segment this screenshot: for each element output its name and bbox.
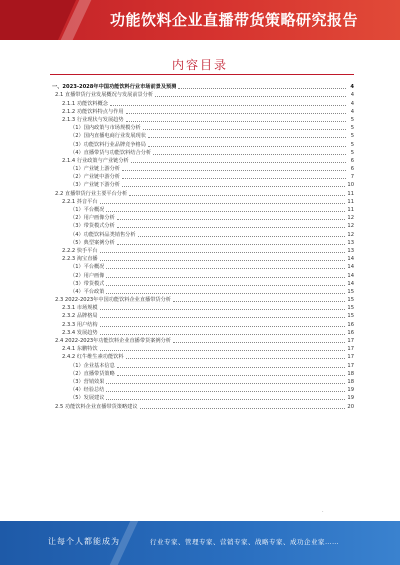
- toc-leader-dots: [173, 342, 345, 343]
- footer-banner: [0, 521, 400, 565]
- toc-entry-page: 15: [347, 288, 354, 295]
- toc-entry-page: 16: [347, 321, 354, 328]
- footer-roles: 行业专家、管理专家、营销专家、战略专家、成功企业家……: [150, 538, 339, 546]
- toc-entry-page: 6: [350, 157, 354, 164]
- toc-leader-dots: [148, 146, 346, 147]
- toc-entry[interactable]: [52, 312, 354, 320]
- toc-entry-title: 2.1.1 功能饮料概念: [62, 100, 108, 107]
- toc-leader-dots: [106, 383, 345, 384]
- toc-entry[interactable]: [52, 361, 354, 369]
- toc-entry-page: 14: [347, 264, 354, 271]
- toc-entry-page: 17: [347, 338, 354, 344]
- toc-entry[interactable]: [52, 157, 354, 165]
- toc-leader-dots: [106, 391, 345, 392]
- toc-leader-dots: [106, 268, 345, 269]
- toc-entry-page: 5: [350, 141, 354, 148]
- toc-leader-dots: [148, 137, 346, 138]
- toc-entry[interactable]: [52, 304, 354, 312]
- toc-entry-title: （3）带货模式: [70, 280, 105, 287]
- toc-entry-page: 20: [347, 403, 354, 410]
- toc-leader-dots: [100, 309, 346, 310]
- toc-entry-title: （4）功能饮料品类销售分析: [70, 231, 136, 238]
- toc-entry[interactable]: [52, 108, 354, 116]
- toc-entry-title: 2.1 直播带货行业发展概况与发展前景分析: [55, 92, 154, 99]
- toc-entry-title: （2）直播带货策略: [70, 370, 115, 377]
- toc-leader-dots: [140, 408, 346, 409]
- toc-leader-dots: [117, 375, 346, 376]
- toc-entry-page: 14: [347, 280, 354, 287]
- toc-entry-title: （4）经验总结: [70, 387, 105, 394]
- toc-entry[interactable]: [52, 222, 354, 230]
- toc-entry[interactable]: [52, 91, 354, 99]
- toc-entry[interactable]: [52, 99, 354, 107]
- toc-entry[interactable]: [52, 189, 354, 197]
- toc-leader-dots: [117, 367, 346, 368]
- toc-entry[interactable]: [52, 271, 354, 279]
- toc-entry[interactable]: [52, 181, 354, 189]
- toc-leader-dots: [126, 113, 346, 114]
- toc-entry-page: 14: [347, 272, 354, 279]
- toc-entry[interactable]: [52, 230, 354, 238]
- toc-entry-title: 2.4.2 红牛维生素功能饮料: [62, 354, 124, 361]
- toc-entry-title: （2）用户画像分析: [70, 215, 115, 222]
- toc-leader-dots: [126, 121, 346, 122]
- toc-entry[interactable]: [52, 296, 354, 304]
- toc-leader-dots: [122, 186, 345, 187]
- toc-entry-title: 2.3.2 品牌格局: [62, 313, 98, 320]
- toc-entry-title: 2.2.1 抖音平台: [62, 198, 98, 205]
- toc-entry-title: （1）平台概况: [70, 264, 105, 271]
- toc-entry[interactable]: [52, 198, 354, 206]
- toc-entry-title: 2.1.3 行业现状与发展趋势: [62, 116, 124, 123]
- toc-entry-page: 13: [347, 247, 354, 254]
- report-title: 功能饮料企业直播带货策略研究报告: [110, 11, 359, 29]
- toc-entry[interactable]: [52, 255, 354, 263]
- toc-entry-page: 10: [347, 182, 354, 189]
- toc-entry-page: 5: [350, 149, 354, 156]
- toc-entry-page: 13: [347, 239, 354, 246]
- toc-heading: 内容目录: [171, 58, 228, 72]
- toc-leader-dots: [100, 334, 346, 335]
- toc-entry-title: 2.4 2022-2023年功能饮料企业直播带货案例分析: [55, 338, 171, 344]
- toc-entry-title: （1）产业链上游分析: [70, 166, 120, 173]
- toc-entry-title: 2.5 功能饮料企业直播带货策略建议: [55, 403, 138, 410]
- toc-entry-page: 16: [347, 329, 354, 336]
- header-banner: [0, 0, 400, 40]
- toc-entry-page: 11: [347, 198, 354, 205]
- toc-entry[interactable]: [52, 214, 354, 222]
- toc-entry-page: 12: [347, 215, 354, 222]
- toc-entry-page: 4: [350, 108, 354, 115]
- toc-leader-dots: [173, 301, 345, 302]
- toc-leader-dots: [100, 326, 346, 327]
- toc-entry-page: 15: [347, 313, 354, 320]
- toc-entry[interactable]: [52, 140, 354, 148]
- toc-entry[interactable]: [52, 83, 354, 91]
- toc-leader-dots: [153, 154, 346, 155]
- toc-entry-page: 14: [347, 256, 354, 263]
- toc-entry-page: 11: [347, 207, 354, 213]
- toc-entry[interactable]: [52, 337, 354, 345]
- toc-leader-dots: [117, 219, 346, 220]
- toc-entry-page: 15: [347, 305, 354, 312]
- toc-divider: [50, 74, 354, 75]
- toc-entry-title: （5）发展建议: [70, 395, 105, 402]
- toc-entry-title: （3）带货模式分析: [70, 223, 115, 230]
- toc-entry-title: 一、2023-2028年中国功能饮料行业市场前景及预测: [52, 84, 177, 91]
- toc-entry-title: 2.2 直播带货行业主要平台分析: [55, 190, 128, 197]
- toc-entry-page: 17: [347, 362, 354, 369]
- footer-slogan: 让每个人都能成为: [48, 537, 120, 546]
- toc-entry-title: （5）典型案例分析: [70, 239, 115, 246]
- toc-entry-page: 5: [350, 133, 354, 140]
- header-accent-block: [0, 0, 58, 40]
- toc-leader-dots: [122, 178, 346, 179]
- toc-entry-page: 5: [350, 116, 354, 123]
- toc-entry-title: 2.3 2022-2023年中国功能饮料企业直播带货分析: [55, 297, 171, 304]
- toc-leader-dots: [106, 277, 345, 278]
- toc-entry[interactable]: [52, 370, 354, 378]
- toc-entry-page: 19: [347, 387, 354, 394]
- toc-entry-title: （3）产业链下游分析: [70, 182, 120, 189]
- toc-entry[interactable]: [52, 124, 354, 132]
- toc-leader-dots: [129, 195, 345, 196]
- toc-entry[interactable]: [52, 378, 354, 386]
- toc-entry[interactable]: [52, 353, 354, 361]
- toc-entry[interactable]: [52, 280, 354, 288]
- page-number: .: [322, 508, 324, 514]
- toc-entry[interactable]: [52, 394, 354, 402]
- toc-entry-title: 2.3.3 用户结构: [62, 321, 98, 328]
- toc-entry[interactable]: [52, 173, 354, 181]
- toc-entry-title: （3）营销效果: [70, 378, 105, 385]
- toc-entry-title: （2）产业链中游分析: [70, 174, 120, 181]
- toc-entry[interactable]: [52, 206, 354, 214]
- toc-entry[interactable]: [52, 247, 354, 255]
- toc-leader-dots: [106, 293, 345, 294]
- toc-entry-title: （1）国内政策与市场规模分析: [70, 125, 141, 132]
- toc-entry[interactable]: [52, 239, 354, 247]
- toc-leader-dots: [100, 350, 346, 351]
- toc-leader-dots: [143, 129, 346, 130]
- toc-leader-dots: [100, 317, 346, 318]
- toc-entry[interactable]: [52, 116, 354, 124]
- toc-entry-title: 2.3.4 发展趋势: [62, 329, 98, 336]
- toc-leader-dots: [178, 88, 346, 89]
- toc-leader-dots: [117, 244, 346, 245]
- toc-entry[interactable]: [52, 263, 354, 271]
- toc-entry-page: 4: [350, 100, 354, 107]
- toc-entry[interactable]: [52, 132, 354, 140]
- toc-entry[interactable]: [52, 345, 354, 353]
- toc-leader-dots: [100, 252, 346, 253]
- toc-leader-dots: [106, 211, 345, 212]
- toc-entry-page: 18: [347, 370, 354, 377]
- toc-entry-title: 2.2.3 淘宝直播: [62, 256, 98, 263]
- toc-entry-page: 4: [350, 84, 354, 91]
- toc-entry-title: （1）企业基本信息: [70, 362, 115, 369]
- toc-entry-title: （2）国内直播电商行业发展现状: [70, 133, 146, 140]
- toc-entry-page: 19: [347, 395, 354, 402]
- toc-entry-title: （1）平台概况: [70, 207, 105, 213]
- toc-entry-title: （2）用户画像: [70, 272, 105, 279]
- toc-entry-page: 17: [347, 354, 354, 361]
- toc-entry-title: （4）平台政策: [70, 288, 105, 295]
- toc-entry-page: 17: [347, 346, 354, 353]
- toc-entry-title: 2.1.2 功能饮料特点与作用: [62, 108, 124, 115]
- toc-leader-dots: [106, 285, 345, 286]
- toc-entry[interactable]: [52, 320, 354, 328]
- toc-entry-page: 12: [347, 231, 354, 238]
- toc-leader-dots: [110, 105, 346, 106]
- toc-leader-dots: [117, 227, 346, 228]
- toc-leader-dots: [106, 399, 345, 400]
- toc-entry-page: 11: [347, 190, 354, 197]
- toc-entry-title: 2.1.4 行业政策与产业链分析: [62, 157, 129, 164]
- toc-leader-dots: [138, 236, 346, 237]
- toc-entry[interactable]: [52, 165, 354, 173]
- toc-entry-title: （3）功能饮料行业品牌竞争格局: [70, 141, 146, 148]
- toc-entry-title: 2.3.1 市场规模: [62, 305, 98, 312]
- toc-leader-dots: [100, 260, 346, 261]
- toc-entry-title: 2.4.1 东鹏特饮: [62, 346, 98, 353]
- toc-entry-page: 6: [350, 166, 354, 173]
- toc-entry[interactable]: [52, 329, 354, 337]
- toc-leader-dots: [131, 162, 346, 163]
- toc-entry-title: （4）直播带货与功能饮料结合分析: [70, 149, 152, 156]
- toc-entry-title: 2.2.2 快手平台: [62, 247, 98, 254]
- toc-leader-dots: [122, 170, 346, 171]
- toc-entry[interactable]: [52, 149, 354, 157]
- toc-entry-page: 4: [350, 92, 354, 99]
- toc-entry-page: 7: [350, 174, 354, 181]
- toc-leader-dots: [126, 358, 346, 359]
- toc-entry[interactable]: [52, 386, 354, 394]
- toc-leader-dots: [100, 203, 346, 204]
- toc-entry-page: 18: [347, 378, 354, 385]
- toc-entry-page: 5: [350, 125, 354, 132]
- toc-entry-page: 15: [347, 297, 354, 304]
- toc-leader-dots: [155, 96, 346, 97]
- toc-entry-page: 12: [347, 223, 354, 230]
- table-of-contents: [52, 83, 354, 411]
- toc-entry[interactable]: [52, 288, 354, 296]
- toc-entry[interactable]: [52, 402, 354, 410]
